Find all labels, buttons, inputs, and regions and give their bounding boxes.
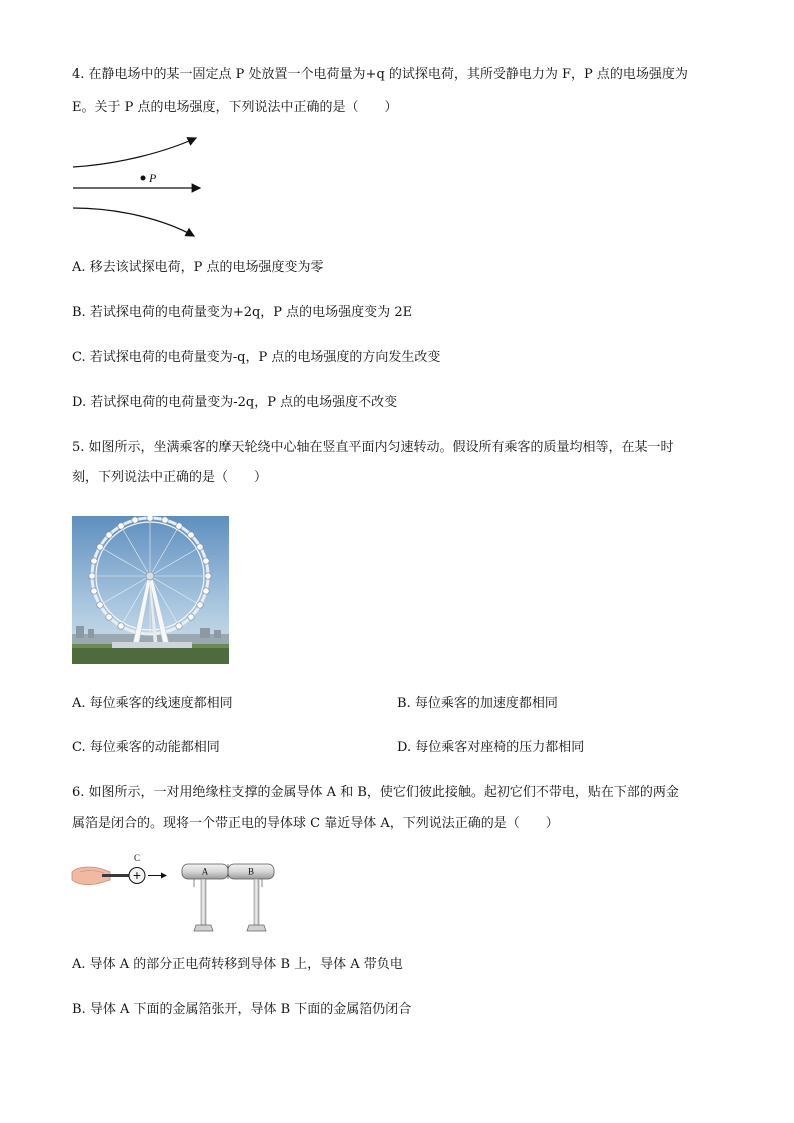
q6-stem-line1: 6. 如图所示，一对用绝缘柱支撑的金属导体 A 和 B，使它们彼此接触。起初它们不带电，贴在下部的两金	[72, 785, 679, 800]
q5-option-b: B. 每位乘客的加速度都相同	[397, 696, 558, 711]
q5-stem-line1: 5. 如图所示，坐满乘客的摩天轮绕中心轴在竖直平面内匀速转动。假设所有乘客的质量均相等，在某一时	[72, 440, 674, 455]
q6-option-a: A. 导体 A 的部分正电荷转移到导体 B 上，导体 A 带负电	[72, 957, 403, 972]
q5-stem-line2: 刻，下列说法中正确的是（ ）	[72, 470, 268, 485]
field-line-bottom	[73, 208, 194, 236]
conductor-b-label: B	[247, 866, 255, 877]
q4-option-a: A. 移去该试探电荷，P 点的电场强度变为零	[72, 260, 324, 275]
field-line-top	[73, 138, 196, 167]
sphere-plus-sign: +	[132, 867, 142, 883]
point-p-dot	[141, 176, 146, 181]
q4-stem-line1: 4. 在静电场中的某一固定点 P 处放置一个电荷量为+q 的试探电荷，其所受静电力为 F，P 点的电场强度为	[72, 67, 688, 82]
conductor-experiment-figure	[70, 850, 285, 936]
point-p-label: P	[149, 171, 157, 185]
q5-option-c: C. 每位乘客的动能都相同	[72, 740, 220, 755]
conductor-a-label: A	[201, 866, 209, 877]
insulating-post-b	[254, 879, 259, 925]
insulating-post-a	[201, 879, 206, 925]
q4-option-b: B. 若试探电荷的电荷量变为+2q，P 点的电场强度变为 2E	[72, 305, 413, 320]
ferris-wheel-photo	[72, 516, 229, 664]
q4-stem-line2: E。关于 P 点的电场强度，下列说法中正确的是（ ）	[72, 100, 398, 115]
q4-option-c: C. 若试探电荷的电荷量变为-q，P 点的电场强度的方向发生改变	[72, 350, 441, 365]
electric-field-lines-figure	[70, 132, 210, 244]
q6-option-b: B. 导体 A 下面的金属箔张开，导体 B 下面的金属箔仍闭合	[72, 1002, 412, 1017]
q5-option-d: D. 每位乘客对座椅的压力都相同	[397, 740, 585, 755]
sphere-c-label: C	[133, 853, 141, 863]
q6-stem-line2: 属箔是闭合的。现将一个带正电的导体球 C 靠近导体 A，下列说法正确的是（ ）	[72, 816, 559, 831]
q4-option-d: D. 若试探电荷的电荷量变为-2q，P 点的电场强度不改变	[72, 395, 398, 410]
q5-option-a: A. 每位乘客的线速度都相同	[72, 696, 233, 711]
